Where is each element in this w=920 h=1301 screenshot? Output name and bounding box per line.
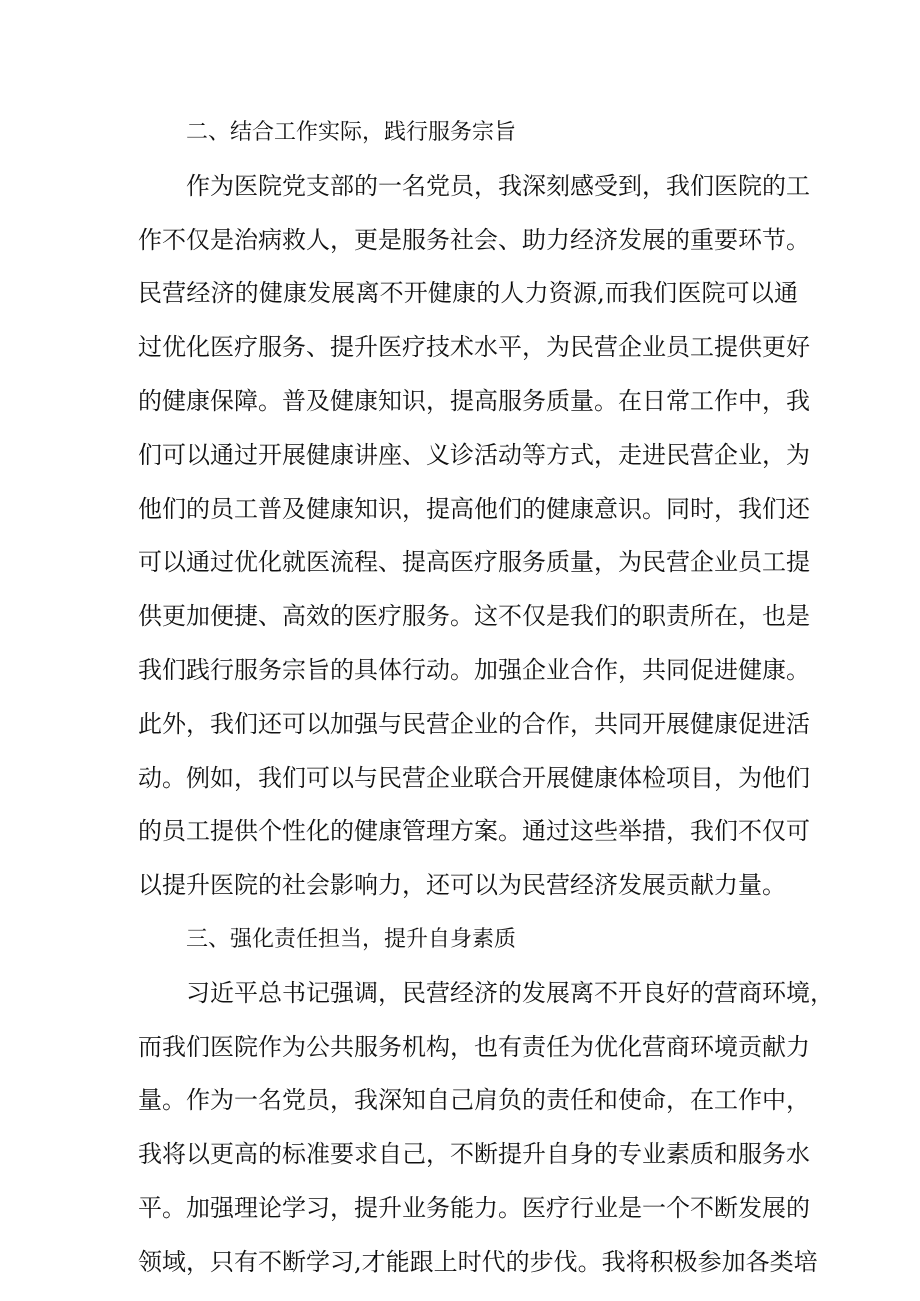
section-heading: 二、结合工作实际，践行服务宗旨 <box>186 120 517 145</box>
document-body <box>138 106 834 1290</box>
paragraph-line: 可以通过优化就医流程、提高医疗服务质量，为民营企业员工提 <box>138 548 810 577</box>
paragraph-line: 习近平总书记强调，民营经济的发展离不开良好的营商环境， <box>186 978 834 1007</box>
paragraph-line: 此外，我们还可以加强与民营企业的合作，共同开展健康促进活 <box>138 709 810 738</box>
paragraph-line: 作为医院党支部的一名党员，我深刻感受到，我们医院的工 <box>186 171 810 200</box>
paragraph-line: 我们践行服务宗旨的具体行动。加强企业合作，共同促进健康。 <box>138 655 810 684</box>
paragraph-line: 平。加强理论学习，提升业务能力。医疗行业是一个不断发展的 <box>138 1193 810 1222</box>
paragraph-line: 他们的员工普及健康知识，提高他们的健康意识。同时，我们还 <box>138 494 810 523</box>
paragraph-line: 民营经济的健康发展离不开健康的人力资源,而我们医院可以通 <box>138 279 798 308</box>
paragraph-line: 量。作为一名党员，我深知自己肩负的责任和使命，在工作中， <box>138 1086 810 1115</box>
paragraph-line: 的健康保障。普及健康知识，提高服务质量。在日常工作中，我 <box>138 386 810 415</box>
paragraph-line: 们可以通过开展健康讲座、义诊活动等方式，走进民营企业，为 <box>138 440 810 469</box>
section-heading: 三、强化责任担当，提升自身素质 <box>186 926 517 952</box>
paragraph-line: 作不仅是治病救人，更是服务社会、助力经济发展的重要环节。 <box>138 225 810 254</box>
paragraph-line: 以提升医院的社会影响力，还可以为民营经济发展贡献力量。 <box>138 871 786 900</box>
paragraph-line: 供更加便捷、高效的医疗服务。这不仅是我们的职责所在，也是 <box>138 602 810 631</box>
paragraph-line: 领域，只有不断学习,才能跟上时代的步伐。我将积极参加各类培 <box>138 1247 818 1276</box>
paragraph-line: 的员工提供个性化的健康管理方案。通过这些举措，我们不仅可 <box>138 817 810 846</box>
paragraph-line: 我将以更高的标准要求自己，不断提升自身的专业素质和服务水 <box>138 1140 810 1169</box>
paragraph-line: 而我们医院作为公共服务机构，也有责任为优化营商环境贡献力 <box>138 1032 810 1061</box>
paragraph-line: 过优化医疗服务、提升医疗技术水平，为民营企业员工提供更好 <box>138 333 810 362</box>
paragraph-line: 动。例如，我们可以与民营企业联合开展健康体检项目，为他们 <box>138 763 810 792</box>
